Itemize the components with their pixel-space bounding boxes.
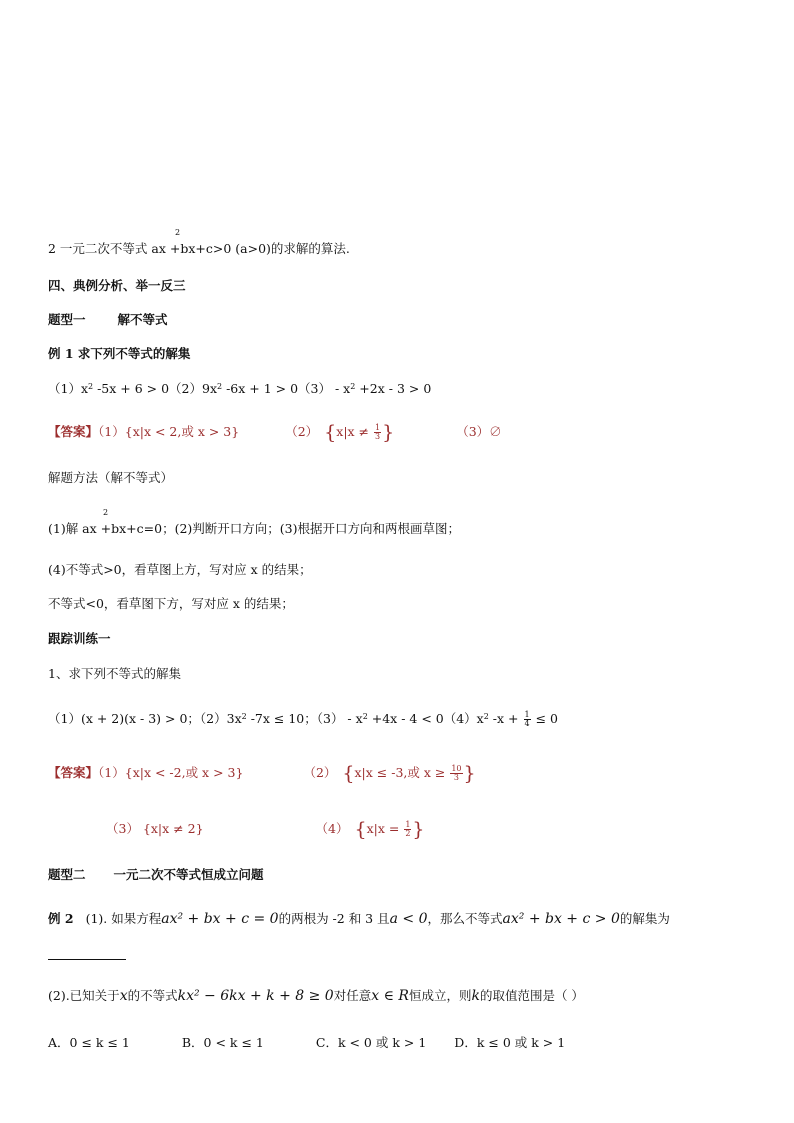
training1-answer-row2: [106, 820, 425, 839]
exponent: 2: [88, 382, 94, 391]
training1-questions: [48, 710, 558, 728]
example2-options: [48, 1034, 565, 1052]
option-b[interactable]: B．0 < k ≤ 1: [181, 1035, 264, 1050]
example1-answer-1: （1）{x|x < 2,或 x > 3}: [98, 424, 240, 439]
option-d[interactable]: D．k ≤ 0 或 k > 1: [454, 1035, 566, 1050]
method-step4: (4)不等式>0，看草图上方，写对应 x 的结果；: [48, 562, 312, 577]
example1-answer-3: （3）∅: [456, 424, 502, 439]
example2-p1-part-b: 的两根为 -2 和 3 且: [278, 911, 390, 926]
example1-q-part-c: -6x + 1 > 0（3） - x: [222, 381, 351, 396]
exponent: 2: [483, 712, 489, 721]
blank-line[interactable]: [48, 947, 126, 960]
open-brace-icon: {: [342, 762, 355, 785]
answer-blank[interactable]: [48, 942, 126, 960]
method-exponent: 2: [103, 508, 109, 517]
training1-answer-2-set: x|x ≤ -3,或 x ≥: [354, 765, 450, 780]
training1-answer-3: （3） {x|x ≠ 2}: [106, 821, 204, 836]
equation: ax² + bx + c = 0: [161, 911, 279, 927]
open-brace-icon: {: [324, 421, 337, 444]
example2-p2-part-c: 对任意: [333, 988, 372, 1003]
example2-p2-part-b: 的不等式: [127, 988, 178, 1003]
method-step1-part-b: +bx+c=0；(2)判断开口方向；(3)根据开口方向和两根画草图；: [96, 521, 461, 536]
type2-title: 一元二次不等式恒成立问题: [113, 867, 264, 882]
method-step1-part-a: (1)解 ax: [48, 521, 97, 536]
option-c[interactable]: C．k < 0 或 k > 1: [315, 1035, 427, 1050]
type2-heading: [48, 866, 264, 884]
training1-q-part-a: （1）(x + 2)(x - 3) > 0；（2）3x: [48, 711, 242, 726]
answer-label-text: 答案: [60, 765, 86, 780]
option-a[interactable]: A．0 ≤ k ≤ 1: [48, 1035, 130, 1050]
method-step1: [48, 520, 460, 538]
condition: x ∈ R: [371, 988, 409, 1004]
fraction-numerator: 10: [451, 764, 462, 773]
algorithm-title-suffix: +bx+c>0 (a>0)的求解的算法.: [165, 241, 350, 256]
algorithm-exponent: 2: [175, 228, 181, 237]
training1-q-part-b: -7x ≤ 10；（3） - x: [246, 711, 363, 726]
fraction-denominator: 3: [375, 432, 381, 441]
example1-title-text: 例 1 求下列不等式的解集: [48, 346, 191, 361]
example2-part1: [48, 910, 670, 928]
method-title: 解题方法（解不等式）: [48, 470, 174, 485]
fraction-denominator: 3: [453, 773, 459, 782]
example2-p1-part-c: ，那么不等式: [427, 911, 503, 926]
example1-q-part-d: +2x - 3 > 0: [355, 381, 432, 396]
answer-label-text: 答案: [60, 424, 86, 439]
type1-label: 题型一: [48, 312, 86, 327]
example2-part2: [48, 987, 584, 1005]
variable: x: [119, 988, 128, 1004]
exponent: 2: [217, 382, 223, 391]
close-brace-icon: }: [412, 818, 425, 841]
method-step5: 不等式<0，看草图下方，写对应 x 的结果；: [48, 596, 294, 611]
training1-q-part-e: ≤ 0: [531, 711, 558, 726]
section4-title: 四、典例分析、举一反三: [48, 278, 186, 293]
variable: k: [471, 988, 480, 1004]
example1-answer-2-set: x|x ≠: [336, 424, 373, 439]
training1-question-title: 1、求下列不等式的解集: [48, 666, 181, 681]
answer-label: 【答案】: [48, 424, 99, 439]
training1-answer-1: （1）{x|x < -2,或 x > 3}: [98, 765, 244, 780]
inequality: kx² − 6kx + k + 8 ≥ 0: [177, 988, 334, 1004]
type1-heading: [48, 311, 168, 329]
fraction-numerator: 1: [524, 710, 530, 719]
example1-q-part-a: （1）x: [48, 381, 89, 396]
example2-p1-part-d: 的解集为: [619, 911, 670, 926]
fraction: [404, 821, 411, 838]
example1-answer: [48, 423, 502, 442]
fraction-numerator: 1: [405, 820, 411, 829]
training1-q-part-c: +4x - 4 < 0（4）x: [367, 711, 484, 726]
fraction-denominator: 4: [524, 719, 530, 728]
fraction: [524, 711, 531, 728]
training1-answer-row1: [48, 764, 476, 783]
condition: a < 0: [389, 911, 428, 927]
example1-title: [48, 345, 190, 363]
type2-label: 题型二: [48, 867, 86, 882]
fraction: [374, 424, 381, 441]
example2-p2-part-a: (2).已知关于: [48, 988, 120, 1003]
training1-answer-4-set: x|x =: [366, 821, 404, 836]
example1-q-part-b: -5x + 6 > 0（2）9x: [93, 381, 218, 396]
example2-p2-part-e: 的取值范围是（ ）: [479, 988, 584, 1003]
answer-label: 【答案】: [48, 765, 99, 780]
training1-q-part-d: -x +: [488, 711, 523, 726]
exponent: 2: [362, 712, 368, 721]
close-brace-icon: }: [463, 762, 476, 785]
inequality: ax² + bx + c > 0: [502, 911, 620, 927]
open-brace-icon: {: [354, 818, 367, 841]
algorithm-title: [48, 240, 350, 258]
example1-questions: [48, 380, 431, 398]
example1-answer-2-prefix: （2）: [285, 424, 319, 439]
training1-title: 跟踪训练一: [48, 631, 111, 646]
example2-p2-part-d: 恒成立，则: [408, 988, 472, 1003]
fraction-numerator: 1: [375, 423, 381, 432]
fraction: [450, 765, 462, 782]
training1-answer-2-prefix: （2）: [303, 765, 337, 780]
algorithm-title-prefix: 2 一元二次不等式 ax: [48, 241, 166, 256]
training1-answer-4-prefix: （4）: [315, 821, 349, 836]
example2-p1-part-a: (1). 如果方程: [85, 911, 162, 926]
close-brace-icon: }: [382, 421, 395, 444]
exponent: 2: [350, 382, 356, 391]
example2-label: 例 2: [48, 911, 74, 926]
fraction-denominator: 2: [405, 829, 411, 838]
exponent: 2: [241, 712, 247, 721]
type1-title: 解不等式: [117, 312, 168, 327]
